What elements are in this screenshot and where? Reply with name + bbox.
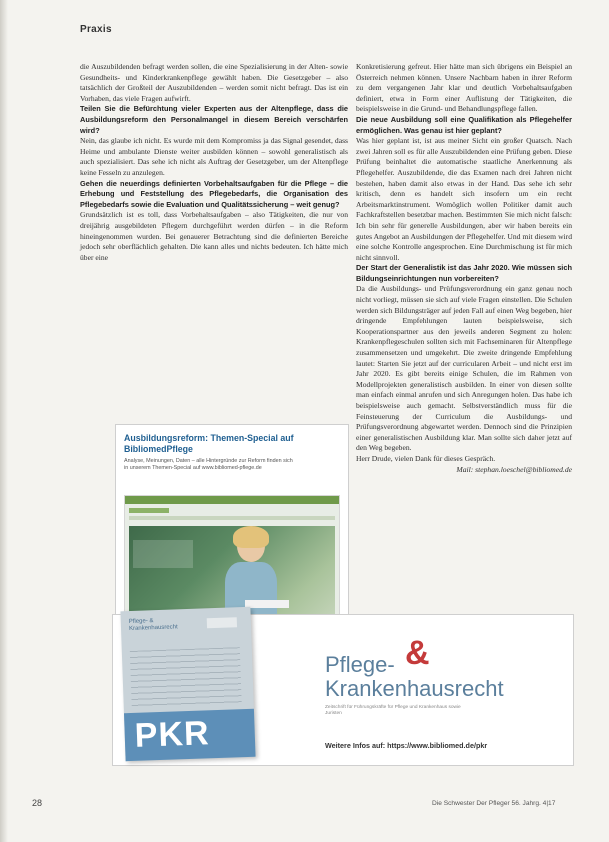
- article-left-column: [80, 62, 348, 263]
- interview-question: Gehen die neuerdings definierten Vorbehaltsaufgaben für die Pflege – die Erhebung und Feststellung des Pflegebedarfs, die Organisation des Pflegebedarfs sowie die Evaluation und Qualitätssicherung – weit genug?: [80, 178, 348, 209]
- magazine-text-lines: [130, 647, 242, 707]
- website-logo: [129, 508, 169, 513]
- author-signature: Mail: stephan.loeschel@bibliomed.de: [456, 464, 572, 474]
- page-number: 28: [32, 798, 43, 808]
- journal-reference: Die Schwester Der Pfleger 56. Jahrg. 4|17: [432, 800, 556, 807]
- website-header-bar: [125, 496, 339, 504]
- brand-title-line1: Pflege-: [325, 652, 395, 677]
- website-hero-caption: [133, 540, 193, 568]
- website-button: [245, 600, 289, 608]
- paragraph: die Auszubildenden befragt werden sollen, die eine Spezialisierung in der Alten- sowie Gesundheits- und Kinderkrankenpflege gewählt haben. Die Gesetzgeber – also tatsächlich der Großteil der Auszubildenden – werden somit nicht befragt. Das ist ein Vorhaben, das viele Fragen aufwirft.: [80, 62, 348, 103]
- magazine-masthead: Pflege- & Krankenhausrecht: [128, 618, 178, 633]
- interview-question: Der Start der Generalistik ist das Jahr 2020. Wie müssen sich Bildungseinrichtungen nun vorbereiten?: [356, 263, 572, 283]
- section-label: Praxis: [80, 24, 112, 35]
- more-info-link[interactable]: Weitere Infos auf: https://www.bibliomed.de/pkr: [325, 741, 488, 750]
- magazine-badge: [207, 617, 237, 628]
- paragraph: Grundsätzlich ist es toll, dass Vorbehaltsaufgaben – also Tätigkeiten, die nur von dreijährig ausgebildeten Pflegern durchgeführt werden dürfen – in die Reform hineingenommen wurden. Bei genauerer Betrachtung sind die definierten Bereiche jedoch sehr oberflächlich gehalten. Die kann alles und nichts bedeuten. Ich hätte mich über eine: [80, 210, 348, 262]
- interview-question: Teilen Sie die Befürchtung vieler Experten aus der Altenpflege, dass die Ausbildungsreform den Personalmangel in diesem Bereich verschärfen wird?: [80, 104, 348, 135]
- nurse-hair: [233, 526, 269, 548]
- paragraph: Was hier geplant ist, ist aus meiner Sicht ein großer Quatsch. Nach zwei Jahren soll es für alle Auszubildenden eine Prüfung geben. Diese Prüfung beinhaltet die automatische staatliche Anerkennung als Pflegehelfer. Auszubildende, die das Examen nach drei Jahren nicht bestehen, haben damit also etwas in der Hand. Das sehe ich sehr kritisch, denn es handelt sich insofern um ein recht Arbeitsmarktinstrument. Womöglich wollen Politiker damit auch Fachkraftstellen besetzbar machen. Bestimmten Sie mich nicht falsch: Ich bin sehr für generelle Ausbildungen, aber wir haben bereits ein gutes Angebot an Ausbildungen der Pflegehelfer. Und mit diesem wird eine solche Kontrolle angesprochen. Eine Durchmischung ist für mich nicht sinnvoll.: [356, 136, 572, 262]
- interview-question: Die neue Ausbildung soll eine Qualifikation als Pflegehelfer ermöglichen. Was genau ist hier geplant?: [356, 114, 572, 135]
- paragraph: Nein, das glaube ich nicht. Es wurde mit dem Kompromiss ja das Signal gesendet, dass Heime und ambulante Dienste weiter ausbilden können – sowohl generalistisch als auch spezialisiert. Das sehe ich nicht als Auftrag der Gesetzgeber, um der Altenpflege keine Fesseln zu anzulegen.: [80, 136, 348, 177]
- closing-line: Herr Drude, vielen Dank für dieses Gespräch.: [356, 453, 496, 463]
- magazine-cover: [120, 607, 255, 761]
- paragraph: Da die Ausbildungs- und Prüfungsverordnung ein ganz genau noch nicht vorliegt, müssen sie sich auf viele Fragen einstellen. Die Schulen werden sich Bildungsträger auf jeden Fall auf einen Weg begeben, hier dringende Empfehlungen lauten beispielsweise, sich Kooperationspartner aus den jeweils anderen Segment zu holen: Krankenpflegeschulen sollten sich mit Fachseminaren für Altenpflege zusammensetzen und umgekehrt. Die zweite dringende Empfehlung lautet: Starten Sie jetzt auf der curricularen Arbeit – und nicht erst im Jahr 2020. Es gibt bereits einige Schulen, die im Rahmen von Modellprojekten generalistisch ausbilden. In einer von diesen sollte man einfach einmal anrufen und sich Anregungen holen. Das habe ich beispielsweise auch gemacht. Selbstverständlich muss für die Feinsteuerung der Curriculum die Ausbildungs- und Prüfungsverordnung abgewartet werden. Dennoch sind die Prinzipien einer generalistischen Ausbildung klar. Man sollte sich daher jetzt auf den Weg begeben.: [356, 284, 572, 453]
- paragraph: Konkretisierung gefreut. Hier hätte man sich übrigens ein Beispiel an Österreich nehmen können. Unsere Nachbarn haben in ihrer Reform zu dem vergangenen Jahr klar und deutlich Vorbehaltsaufgaben definiert, etwa in Form einer Auflistung der Tätigkeiten, die beispielsweise in die Grund- und Behandlungspflege fallen.: [356, 62, 572, 114]
- ampersand-mark: &: [405, 634, 430, 672]
- website-nav: [129, 516, 335, 520]
- magazine-logo-letters: PKR: [134, 714, 211, 755]
- ad-title: Ausbildungsreform: Themen-Special auf BibliomedPflege: [124, 433, 294, 454]
- ad-text: Analyse, Meinungen, Daten – alle Hintergründe zur Reform finden sich in unserem Themen-Special auf www.bibliomed-pflege.de: [124, 458, 293, 471]
- brand-tagline: Zeitschrift für Führungskräfte für Pflege und Krankenhaus sowie Juristen: [325, 705, 461, 717]
- pkr-advertisement[interactable]: [112, 614, 574, 766]
- brand-title-line2: Krankenhausrecht: [325, 676, 504, 701]
- page-edge-shadow: [0, 0, 8, 842]
- article-right-column: [356, 62, 572, 475]
